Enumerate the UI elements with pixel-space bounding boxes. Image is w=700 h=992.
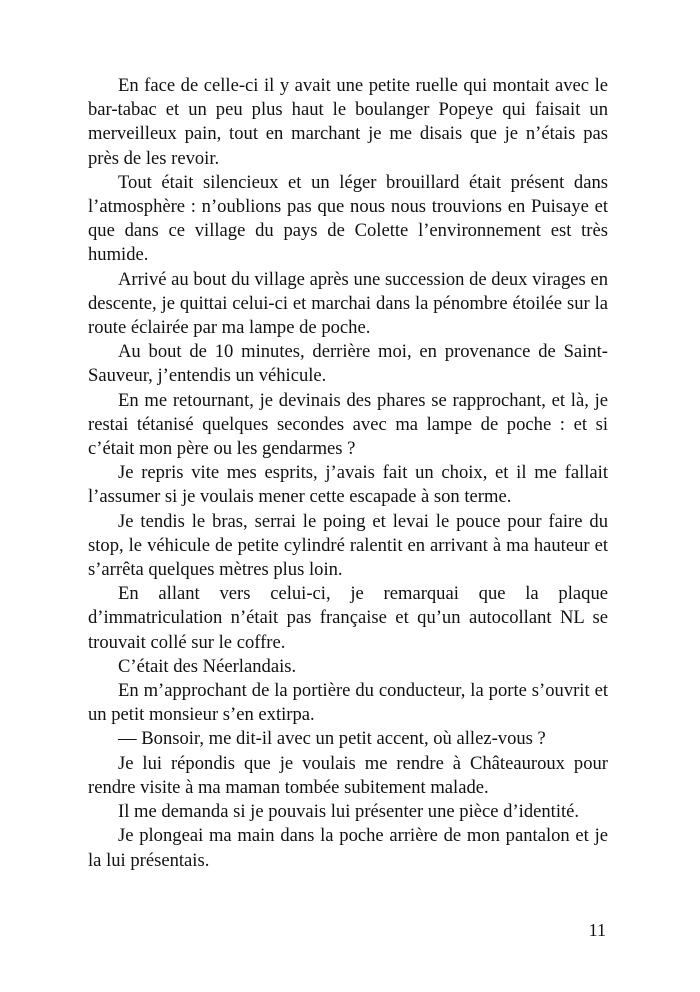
page-number: 11 bbox=[588, 920, 606, 940]
paragraph: C’était des Néerlandais. bbox=[118, 655, 297, 677]
paragraph: En m’approchant de la portière du conducteur, la porte s’ouvrit et un petit monsieur s’en extirpa. bbox=[88, 680, 608, 726]
dialogue-paragraph: — Bonsoir, me dit-il avec un petit accent, où allez-vous ? bbox=[118, 728, 546, 750]
paragraph: Tout était silencieux et un léger brouillard était présent dans l’atmosphère : n’oublions pas que nous nous trouvions en Puisaye et que dans ce village du pays de Colette l’environnement est très humide. bbox=[88, 171, 608, 266]
paragraph: Je lui répondis que je voulais me rendre à Châteauroux pour rendre visite à ma maman tombée subitement malade. bbox=[88, 752, 608, 798]
body-text bbox=[88, 74, 608, 873]
paragraph: Je plongeai ma main dans la poche arrière de mon pantalon et je la lui présentais. bbox=[88, 825, 608, 871]
paragraph: En allant vers celui-ci, je remarquai que la plaque d’immatriculation n’était pas française et qu’un autocollant NL se trouvait collé sur le coffre. bbox=[88, 583, 608, 653]
paragraph: En me retournant, je devinais des phares se rapprochant, et là, je restai tétanisé quelques secondes avec ma lampe de poche : et si c’était mon père ou les gendarmes ? bbox=[88, 389, 608, 460]
paragraph: Il me demanda si je pouvais lui présenter une pièce d’identité. bbox=[118, 801, 580, 823]
paragraph: Arrivé au bout du village après une succession de deux virages en descente, je quittai celui-ci et marchai dans la pénombre étoilée sur la route éclairée par ma lampe de poche. bbox=[88, 268, 608, 339]
paragraph: Au bout de 10 minutes, derrière moi, en provenance de Saint-Sauveur, j’entendis un véhicule. bbox=[88, 341, 608, 387]
paragraph: En face de celle-ci il y avait une petite ruelle qui montait avec le bar-tabac et un peu plus haut le boulanger Popeye qui faisait un merveilleux pain, tout en marchant je me disais que je n’étais pas près de les revoir. bbox=[88, 75, 608, 169]
paragraph: Je repris vite mes esprits, j’avais fait un choix, et il me fallait l’assumer si je voulais mener cette escapade à son terme. bbox=[88, 462, 608, 508]
paragraph: Je tendis le bras, serrai le poing et levai le pouce pour faire du stop, le véhicule de petite cylindré ralentit en arrivant à ma hauteur et s’arrêta quelques mètres plus loin. bbox=[88, 510, 608, 581]
